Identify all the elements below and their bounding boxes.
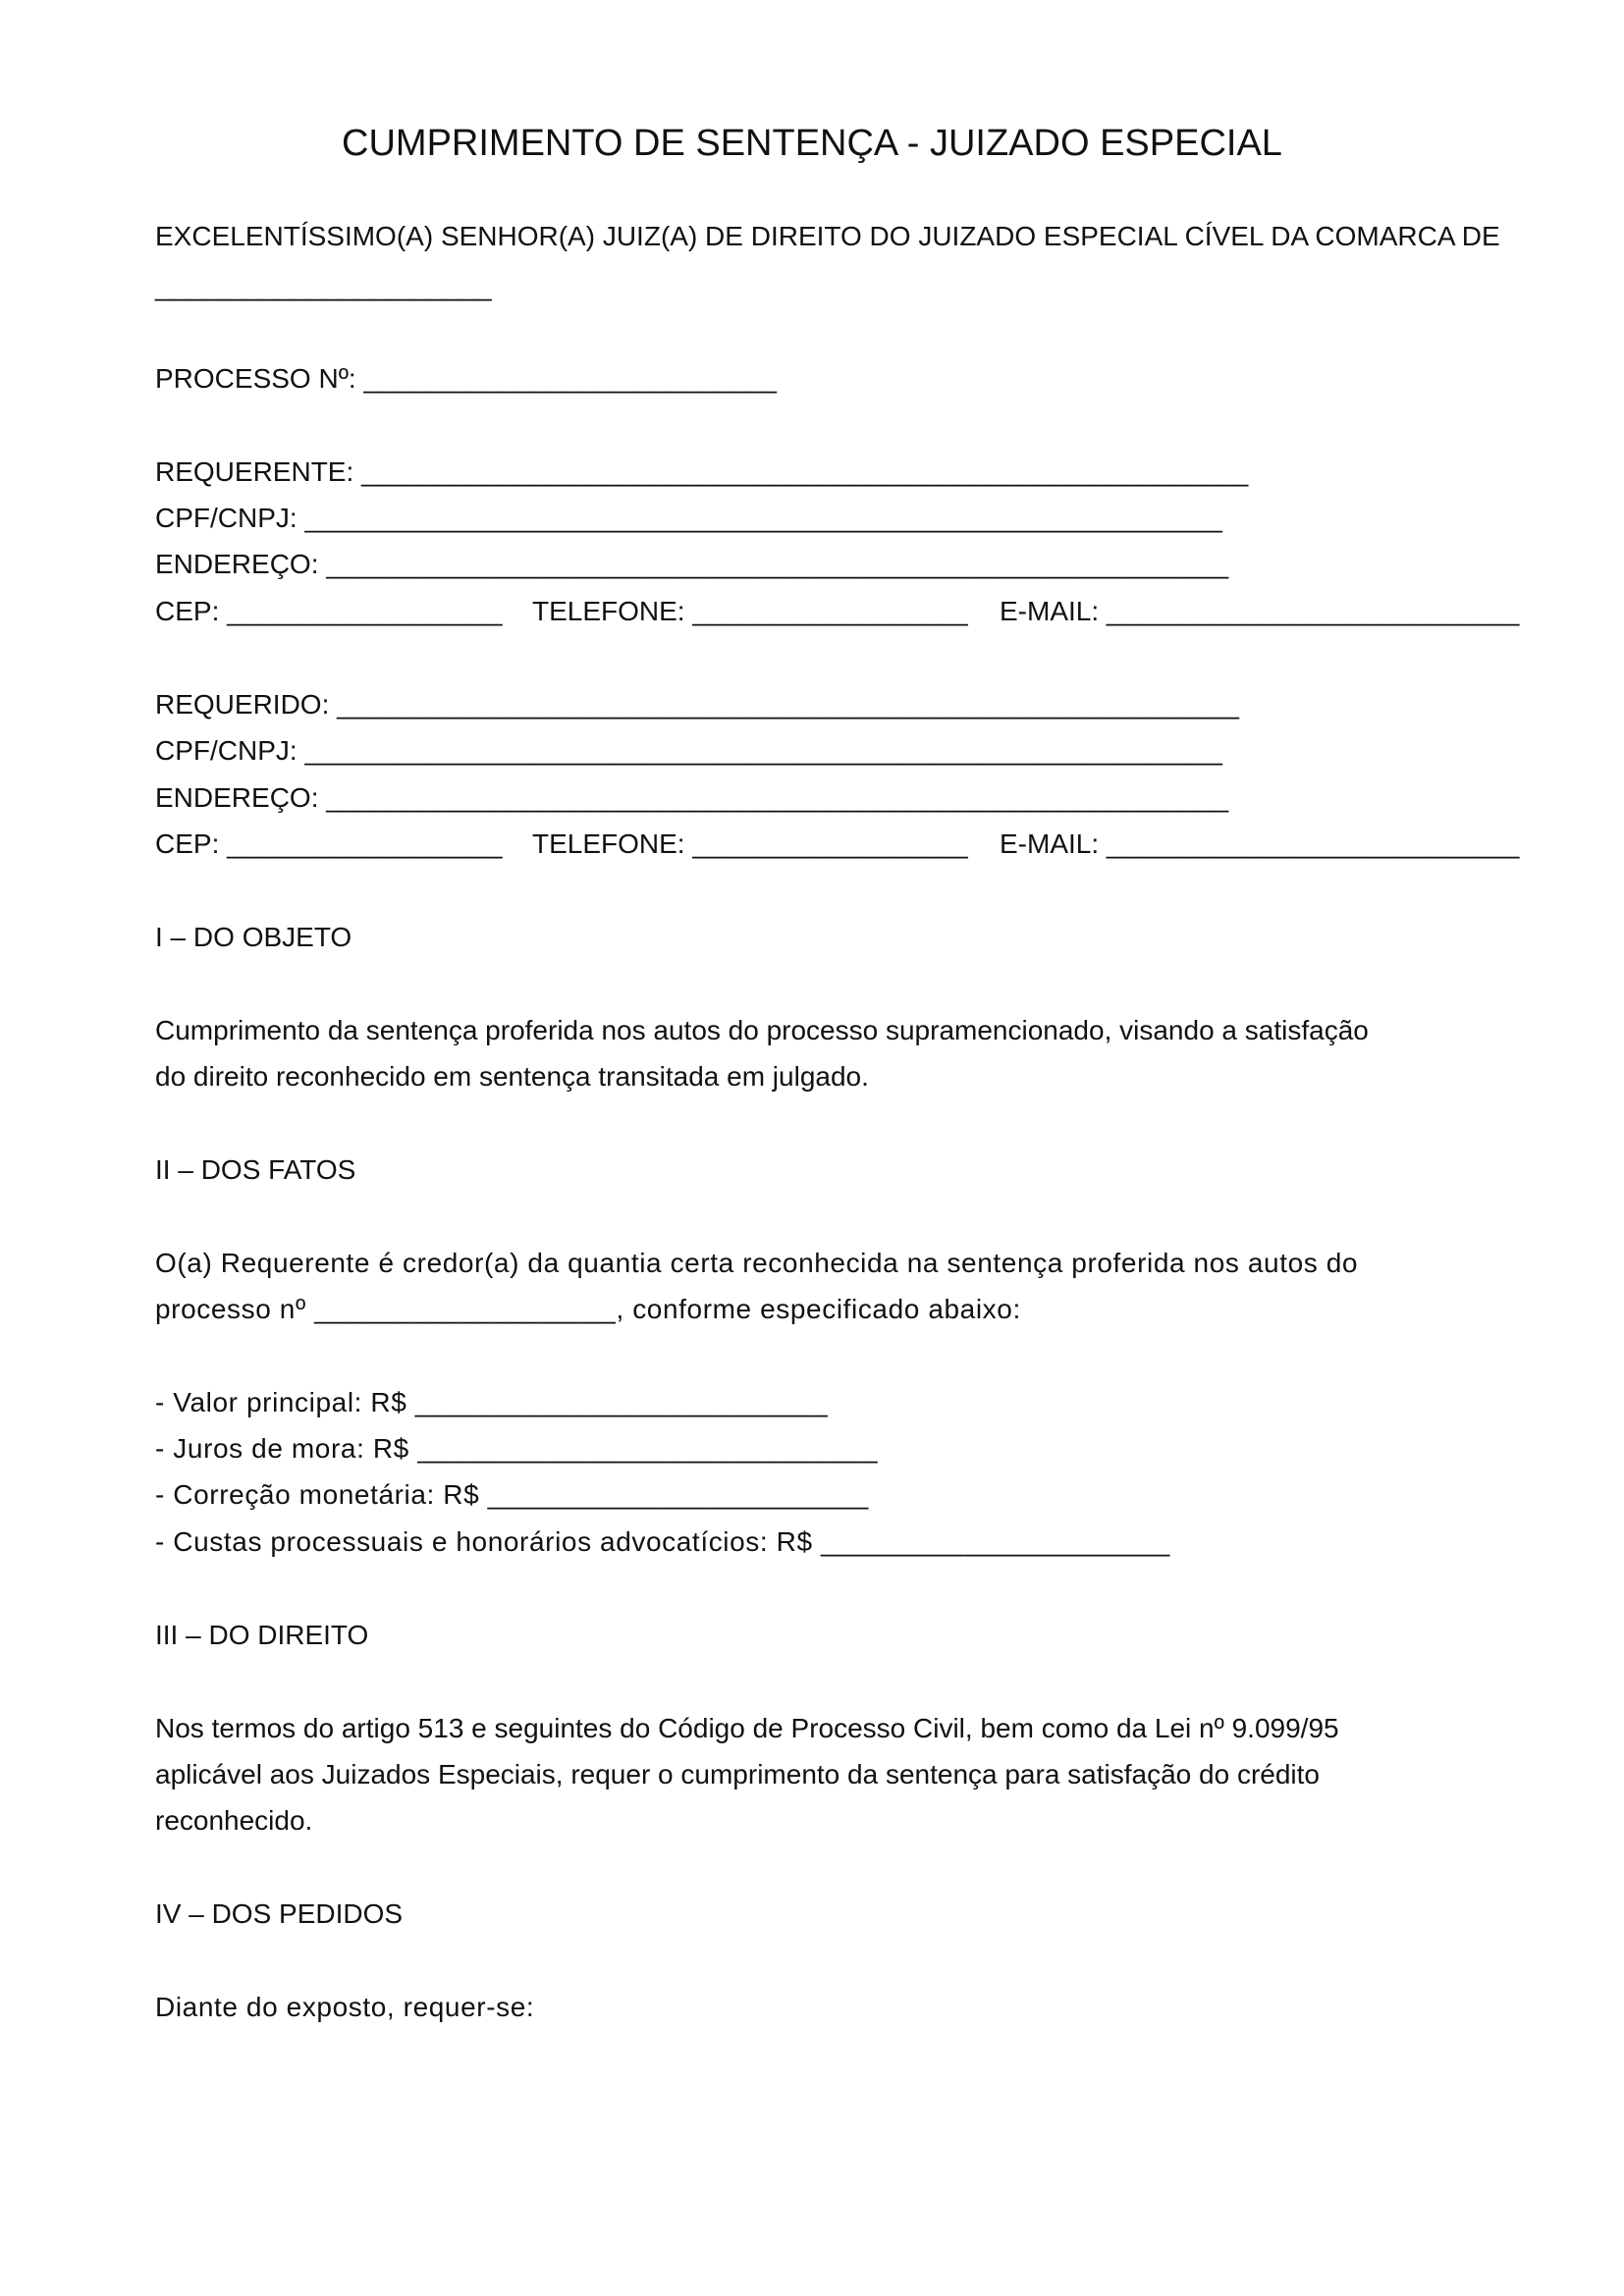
custas-honorarios-item: - Custas processuais e honorários advocatícios: R$ ______________________ <box>155 1526 1170 1557</box>
section-direito-paragraph-line2: aplicável aos Juizados Especiais, requer o cumprimento da sentença para satisfação do crédito <box>155 1759 1320 1789</box>
section-objeto-paragraph-line1: Cumprimento da sentença proferida nos autos do processo supramencionado, visando a satisfação <box>155 1015 1369 1045</box>
requerido-phone-field: TELEFONE: __________________ <box>532 828 968 859</box>
section-fatos-paragraph-line1: O(a) Requerente é credor(a) da quantia certa reconhecida na sentença proferida nos autos do <box>155 1248 1359 1278</box>
requerente-name-field: REQUERENTE: __________________________________________________________ <box>155 456 1249 487</box>
requerido-cep-field: CEP: __________________ <box>155 828 503 859</box>
comarca-blank: ______________________ <box>155 271 492 301</box>
requerido-cpf-field: CPF/CNPJ: ____________________________________________________________ <box>155 735 1222 766</box>
section-fatos-heading: II – DOS FATOS <box>155 1154 356 1185</box>
requerido-name-field: REQUERIDO: ___________________________________________________________ <box>155 689 1239 720</box>
section-objeto-paragraph-line2: do direito reconhecido em sentença transitada em julgado. <box>155 1061 869 1092</box>
section-objeto-heading: I – DO OBJETO <box>155 922 352 952</box>
requerente-email-field: E-MAIL: ___________________________ <box>1000 596 1520 626</box>
section-pedidos-heading: IV – DOS PEDIDOS <box>155 1898 404 1929</box>
requerido-email-field: E-MAIL: ___________________________ <box>1000 828 1520 859</box>
juros-mora-item: - Juros de mora: R$ _____________________________ <box>155 1433 879 1464</box>
valor-principal-item: - Valor principal: R$ __________________________ <box>155 1387 829 1417</box>
requerente-phone-field: TELEFONE: __________________ <box>532 596 968 626</box>
addressee-line: EXCELENTÍSSIMO(A) SENHOR(A) JUIZ(A) DE DIREITO DO JUIZADO ESPECIAL CÍVEL DA COMARCA DE <box>155 221 1500 251</box>
processo-field: PROCESSO Nº: ___________________________ <box>155 363 777 394</box>
section-direito-paragraph-line3: reconhecido. <box>155 1805 313 1836</box>
document-title: CUMPRIMENTO DE SENTENÇA - JUIZADO ESPECIAL <box>342 123 1282 164</box>
section-fatos-paragraph-line2: processo nº ___________________, conforme especificado abaixo: <box>155 1294 1021 1324</box>
correcao-monetaria-item: - Correção monetária: R$ ________________________ <box>155 1479 869 1510</box>
requerente-cpf-field: CPF/CNPJ: ____________________________________________________________ <box>155 503 1222 533</box>
section-direito-paragraph-line1: Nos termos do artigo 513 e seguintes do Código de Processo Civil, bem como da Lei nº 9.099/95 <box>155 1713 1339 1743</box>
requerente-address-field: ENDEREÇO: ___________________________________________________________ <box>155 549 1229 579</box>
section-direito-heading: III – DO DIREITO <box>155 1620 369 1650</box>
requerente-cep-field: CEP: __________________ <box>155 596 503 626</box>
section-pedidos-paragraph: Diante do exposto, requer-se: <box>155 1992 535 2022</box>
requerido-address-field: ENDEREÇO: ___________________________________________________________ <box>155 782 1229 813</box>
